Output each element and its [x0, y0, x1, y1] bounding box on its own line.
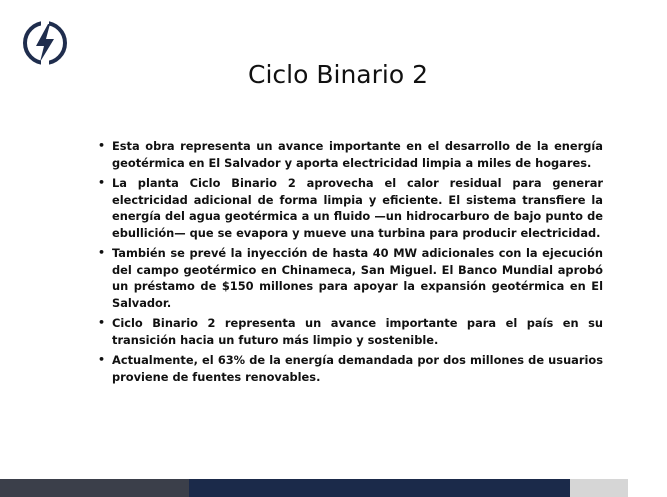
footer-bar: [0, 479, 628, 497]
bullet-symbol: •: [98, 353, 106, 366]
bullet-symbol: •: [98, 246, 106, 259]
bullet-symbol: •: [98, 316, 106, 329]
bullet-text: Esta obra representa un avance importante en el desarrollo de la energía geotérmica en El Salvador y aporta electricidad limpia a miles de hogares.: [112, 139, 603, 170]
list-item: [98, 175, 603, 241]
list-item: [98, 245, 603, 311]
bullet-text: Actualmente, el 63% de la energía demandada por dos millones de usuarios proviene de fuentes renovables.: [112, 353, 603, 384]
bullet-text: También se prevé la inyección de hasta 40 MW adicionales con la ejecución del campo geotérmico en Chinameca, San Miguel. El Banco Mundial aprobó un préstamo de $150 millones para apoyar la expansión geotérmica en El Salvador.: [112, 246, 603, 310]
list-item: [98, 138, 603, 171]
slide-title: Ciclo Binario 2: [248, 60, 428, 89]
list-item: [98, 315, 603, 348]
bullet-text: Ciclo Binario 2 representa un avance importante para el país en su transición hacia un futuro más limpio y sostenible.: [112, 316, 603, 347]
footer-segment-dark: [0, 479, 189, 497]
bullet-symbol: •: [98, 139, 106, 152]
footer-segment-light: [570, 479, 628, 497]
bullet-text: La planta Ciclo Binario 2 aprovecha el calor residual para generar electricidad adicional de forma limpia y eficiente. El sistema transfiere la energía del agua geotérmica a un fluido —un hidrocarburo de bajo punto de ebullición— que se evapora y mueve una turbina para producir electricidad.: [112, 176, 603, 240]
bullet-symbol: •: [98, 176, 106, 189]
footer-segment-navy: [189, 479, 570, 497]
bullet-list: [98, 138, 603, 389]
list-item: [98, 352, 603, 385]
